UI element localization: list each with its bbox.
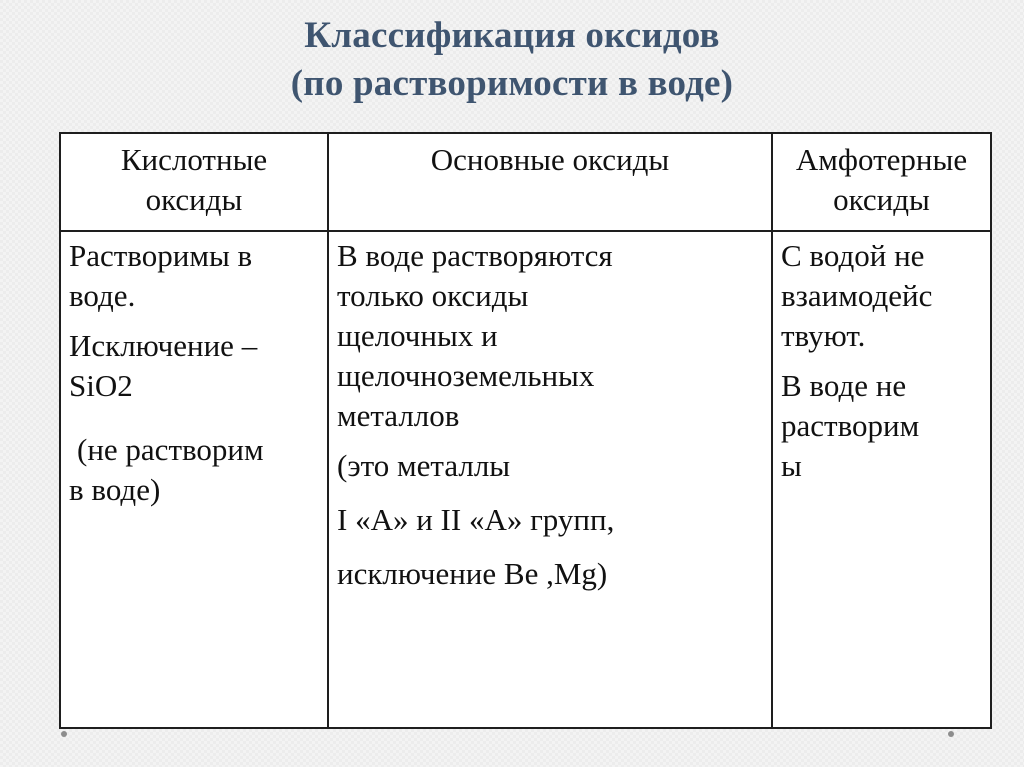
cell-basic-solubility [328,231,772,728]
basic-line-3: щелочных и [337,318,498,353]
header-acidic-label: Кислотные оксиды [120,142,268,217]
header-basic-oxides [328,133,772,231]
decorative-dot-left [61,731,67,737]
header-acidic-oxides [60,133,328,231]
slide-title [0,12,1024,108]
acidic-exception-line-1: Исключение – [69,328,258,363]
basic-line-8: исключение Be ,Mg) [337,556,608,591]
basic-line-7: I «А» и II «А» групп, [337,502,615,537]
basic-line-1: В воде растворяются [337,238,613,273]
basic-line-6: (это металлы [337,448,511,483]
basic-line-2: только оксиды [337,278,529,313]
acidic-exception-formula: SiO2 [69,368,133,403]
basic-line-5: металлов [337,398,460,433]
cell-amphoteric-solubility [772,231,991,728]
title-line-1: Классификация оксидов [304,15,720,56]
amphoteric-line-1: С водой не [781,238,925,273]
acidic-note-line-2: в воде) [69,472,161,507]
table-row [60,231,991,728]
acidic-note-line-1: (не растворим [77,432,264,467]
header-amphoteric-label: Амфотерные оксиды [795,142,968,217]
amphoteric-line-4: В воде не [781,368,907,403]
cell-acidic-solubility [60,231,328,728]
acidic-spacer [69,416,319,430]
header-amphoteric-oxides [772,133,991,231]
header-basic-label: Основные оксиды [430,142,670,177]
amphoteric-line-3: твуют. [781,318,866,353]
oxides-table [59,132,992,729]
decorative-dot-right [948,731,954,737]
amphoteric-line-5: растворим [781,408,920,443]
title-line-2: (по растворимости в воде) [290,63,734,104]
basic-line-4: щелочноземельных [337,358,595,393]
table-header-row [60,133,991,231]
amphoteric-line-2: взаимодейс [781,278,933,313]
acidic-line-2: воде. [69,278,136,313]
acidic-line-1: Растворимы в [69,238,253,273]
amphoteric-line-6: ы [781,448,802,483]
